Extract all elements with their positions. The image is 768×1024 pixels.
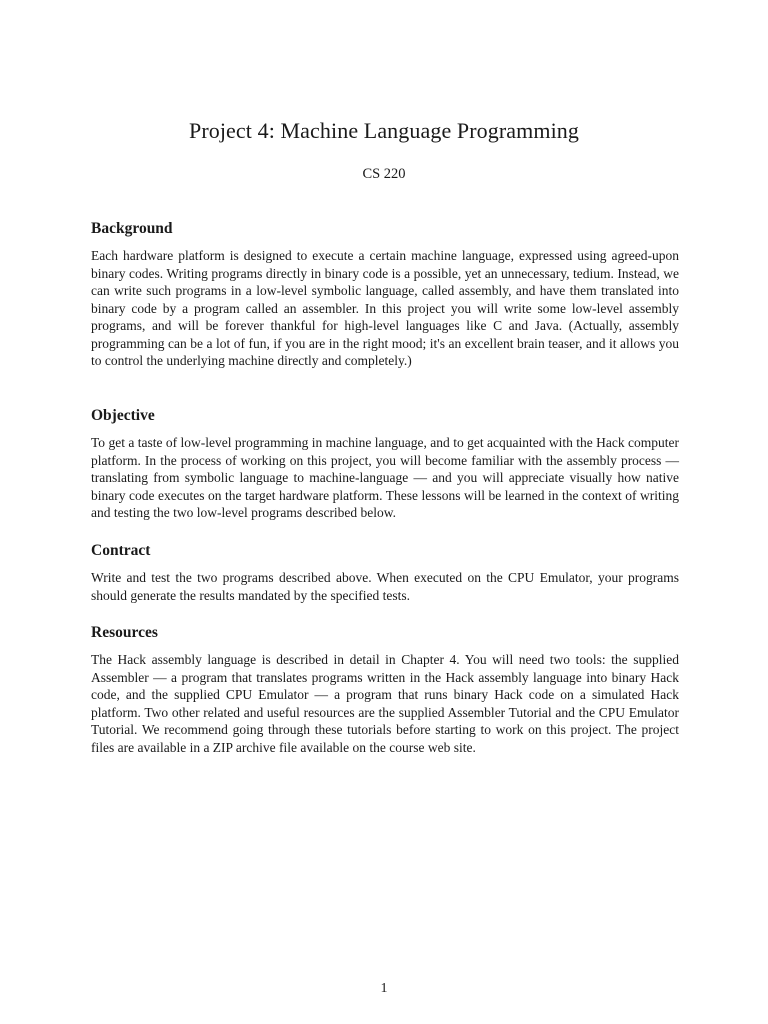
section-heading-resources: Resources — [91, 624, 158, 641]
section-body-background: Each hardware platform is designed to execute a certain machine language, expressed using agreed-upon binary codes. Writing programs directly in binary code is a possible, yet an unnecessary, tedium. Instead, we can write such programs in a low-level symbolic language, called assembly, and have them translated into binary code by a program called an assembler. In this project you will write some low-level assembly programs, and will be forever thankful for high-level languages like C and Java. (Actually, assembly programming can be a lot of fun, if you are in the right mood; it's an excellent brain teaser, and it allows you to control the underlying machine directly and completely.) — [91, 248, 679, 368]
page-number: 1 — [380, 981, 388, 996]
section-resources — [91, 623, 679, 756]
section-objective — [91, 406, 679, 522]
section-heading-objective: Objective — [91, 407, 155, 424]
section-background — [91, 219, 679, 370]
section-body-objective: To get a taste of low-level programming in machine language, and to get acquainted with the Hack computer platform. In the process of working on this project, you will become familiar with the assembly process — translating from symbolic language to machine-language — and you will appreciate visually how native binary code executes on the target hardware platform. These lessons will be learned in the context of writing and testing the two low-level programs described below. — [91, 435, 679, 520]
course-code: CS 220 — [362, 166, 406, 182]
section-body-contract: Write and test the two programs described above. When executed on the CPU Emulator, your programs should generate the results mandated by the specified tests. — [91, 570, 679, 603]
page-title: Project 4: Machine Language Programming — [188, 118, 580, 143]
section-heading-background: Background — [91, 220, 173, 237]
section-body-resources: The Hack assembly language is described in detail in Chapter 4. You will need two tools: the supplied Assembler — a program that translates programs written in the Hack assembly language into binary Hack code, and the supplied CPU Emulator — a program that runs binary Hack code on a simulated Hack platform. Two other related and useful resources are the supplied Assembler Tutorial and the CPU Emulator Tutorial. We recommend going through these tutorials before starting to work on this project. The project files are available in a ZIP archive file available on the course web site. — [91, 652, 679, 755]
section-contract — [91, 541, 679, 604]
section-heading-contract: Contract — [91, 542, 151, 559]
